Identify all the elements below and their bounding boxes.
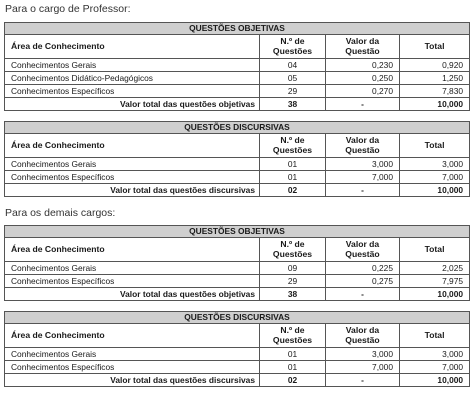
- header-total: Total: [400, 134, 470, 158]
- header-area: Área de Conhecimento: [5, 134, 260, 158]
- cell-valor: 3,000: [326, 348, 400, 361]
- cell-num: 05: [260, 72, 326, 85]
- header-num-questoes: N.º de Questões: [260, 324, 326, 348]
- header-total: Total: [400, 324, 470, 348]
- total-valor: -: [326, 374, 400, 387]
- total-value: 10,000: [400, 374, 470, 387]
- header-valor-questao: Valor da Questão: [326, 324, 400, 348]
- cell-total: 1,250: [400, 72, 470, 85]
- cell-num: 04: [260, 59, 326, 72]
- total-label: Valor total das questões objetivas: [5, 288, 260, 301]
- total-num: 38: [260, 288, 326, 301]
- table-demais-discursivas: [4, 311, 470, 387]
- section-caption-demais: Para os demais cargos:: [5, 207, 116, 219]
- total-value: 10,000: [400, 184, 470, 197]
- table-row: [5, 85, 470, 98]
- cell-area: Conhecimentos Gerais: [5, 158, 260, 171]
- cell-num: 01: [260, 361, 326, 374]
- header-num-questoes: N.º de Questões: [260, 238, 326, 262]
- total-valor: -: [326, 98, 400, 111]
- total-num: 38: [260, 98, 326, 111]
- table-row: [5, 72, 470, 85]
- cell-valor: 0,275: [326, 275, 400, 288]
- header-num-questoes: N.º de Questões: [260, 134, 326, 158]
- cell-area: Conhecimentos Gerais: [5, 348, 260, 361]
- total-label: Valor total das questões discursivas: [5, 374, 260, 387]
- cell-num: 01: [260, 171, 326, 184]
- table-title: QUESTÕES DISCURSIVAS: [5, 122, 470, 134]
- table-demais-objetivas: [4, 225, 470, 301]
- cell-total: 7,000: [400, 361, 470, 374]
- table-row: [5, 158, 470, 171]
- cell-area: Conhecimentos Gerais: [5, 262, 260, 275]
- cell-num: 29: [260, 275, 326, 288]
- table-professor-objetivas: [4, 22, 470, 111]
- cell-valor: 7,000: [326, 171, 400, 184]
- header-total: Total: [400, 35, 470, 59]
- cell-valor: 3,000: [326, 158, 400, 171]
- header-area: Área de Conhecimento: [5, 324, 260, 348]
- cell-total: 7,000: [400, 171, 470, 184]
- table-row: [5, 348, 470, 361]
- cell-valor: 0,270: [326, 85, 400, 98]
- header-num-questoes: N.º de Questões: [260, 35, 326, 59]
- header-total: Total: [400, 238, 470, 262]
- cell-num: 29: [260, 85, 326, 98]
- header-area: Área de Conhecimento: [5, 35, 260, 59]
- total-valor: -: [326, 184, 400, 197]
- total-label: Valor total das questões discursivas: [5, 184, 260, 197]
- total-row: [5, 184, 470, 197]
- total-value: 10,000: [400, 288, 470, 301]
- header-valor-questao: Valor da Questão: [326, 134, 400, 158]
- section-caption-professor: Para o cargo de Professor:: [5, 3, 131, 15]
- header-valor-questao: Valor da Questão: [326, 238, 400, 262]
- cell-total: 7,975: [400, 275, 470, 288]
- cell-area: Conhecimentos Específicos: [5, 85, 260, 98]
- total-value: 10,000: [400, 98, 470, 111]
- cell-area: Conhecimentos Gerais: [5, 59, 260, 72]
- cell-total: 3,000: [400, 158, 470, 171]
- cell-area: Conhecimentos Didático-Pedagógicos: [5, 72, 260, 85]
- cell-valor: 0,230: [326, 59, 400, 72]
- cell-valor: 0,225: [326, 262, 400, 275]
- header-valor-questao: Valor da Questão: [326, 35, 400, 59]
- table-row: [5, 275, 470, 288]
- cell-area: Conhecimentos Específicos: [5, 361, 260, 374]
- table-title: QUESTÕES DISCURSIVAS: [5, 312, 470, 324]
- total-row: [5, 374, 470, 387]
- table-row: [5, 59, 470, 72]
- header-area: Área de Conhecimento: [5, 238, 260, 262]
- total-label: Valor total das questões objetivas: [5, 98, 260, 111]
- table-title: QUESTÕES OBJETIVAS: [5, 226, 470, 238]
- cell-area: Conhecimentos Específicos: [5, 275, 260, 288]
- cell-valor: 7,000: [326, 361, 400, 374]
- total-num: 02: [260, 184, 326, 197]
- table-professor-discursivas: [4, 121, 470, 197]
- total-row: [5, 288, 470, 301]
- cell-area: Conhecimentos Específicos: [5, 171, 260, 184]
- cell-total: 3,000: [400, 348, 470, 361]
- table-row: [5, 361, 470, 374]
- table-row: [5, 262, 470, 275]
- total-valor: -: [326, 288, 400, 301]
- cell-num: 01: [260, 158, 326, 171]
- cell-num: 09: [260, 262, 326, 275]
- table-row: [5, 171, 470, 184]
- cell-total: 7,830: [400, 85, 470, 98]
- table-title: QUESTÕES OBJETIVAS: [5, 23, 470, 35]
- cell-valor: 0,250: [326, 72, 400, 85]
- total-row: [5, 98, 470, 111]
- cell-total: 0,920: [400, 59, 470, 72]
- cell-total: 2,025: [400, 262, 470, 275]
- cell-num: 01: [260, 348, 326, 361]
- total-num: 02: [260, 374, 326, 387]
